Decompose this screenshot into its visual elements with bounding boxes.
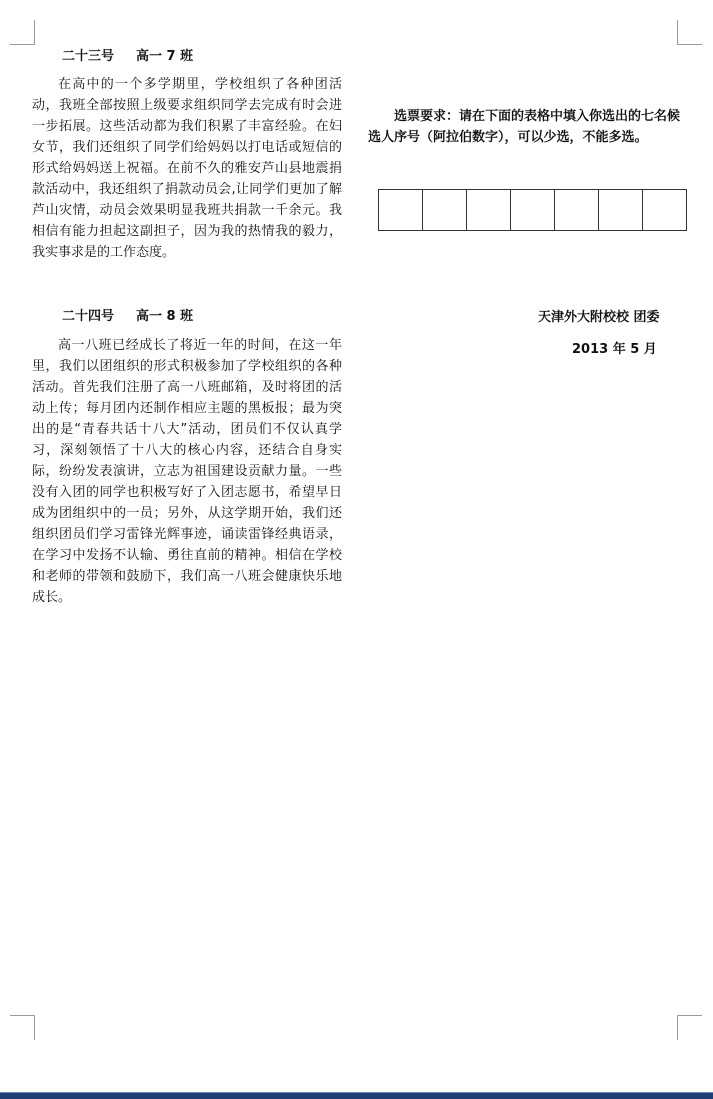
crop-mark-bottom-right [677,1015,702,1040]
ballot-box-3[interactable] [467,190,511,231]
organization-signature: 天津外大附校校 团委 [538,310,660,325]
candidate-23-statement: 在高中的一个多学期里，学校组织了各种团活动，我班全部按照上级要求组织同学去完成有时会进一步拓展。这些活动都为我们积累了丰富经验。在妇女节，我们还组织了同学们给妈妈以打电话或短信的形式给妈妈送上祝福。在前不久的雅安芦山县地震捐款活动中，我还组织了捐款动员会,让同学们更加了解芦山灾情，动员会效果明显我班共捐款一千余元。我相信有能力担起这副担子，因为我的热情我的毅力，我实事求是的工作态度。 [32,77,342,260]
candidate-23-class: 高一 7 班 [136,49,194,64]
candidate-23-heading [62,45,193,64]
crop-mark-top-left [10,20,35,45]
candidate-24-statement: 高一八班已经成长了将近一年的时间，在这一年里，我们以团组织的形式积极参加了学校组织的各种活动。首先我们注册了高一八班邮箱，及时将团的活动上传；每月团内还制作相应主题的黑板报；最为突出的是“青春共话十八大”活动，团员们不仅认真学习，深刻领悟了十八大的核心内容，还结合自身实际，纷纷发表演讲，立志为祖国建设贡献力量。一些没有入团的同学也积极写好了入团志愿书，希望早日成为团组织中的一员；另外，从这学期开始，我们还组织团员们学习雷锋光辉事迹，诵读雷锋经典语录，在学习中发扬不认输、勇往直前的精神。相信在学校和老师的带领和鼓励下，我们高一八班会健康快乐地成长。 [32,338,342,605]
candidate-24-number: 二十四号 [62,309,115,324]
voting-instructions: 选票要求：请在下面的表格中填入你选出的七名候选人序号（阿拉伯数字），可以少选，不能多选。 [368,109,681,145]
ballot-box-4[interactable] [511,190,555,231]
ballot-grid [378,189,687,231]
ballot-box-7[interactable] [643,190,687,231]
ballot-box-2[interactable] [423,190,467,231]
ballot-box-5[interactable] [555,190,599,231]
candidate-23-number: 二十三号 [62,49,115,64]
candidate-24-class: 高一 8 班 [136,309,194,324]
crop-mark-top-right [677,20,702,45]
issue-date: 2013 年 5 月 [572,342,657,357]
candidate-24-heading [62,305,193,324]
ballot-row [379,190,687,231]
crop-mark-bottom-left [10,1015,35,1040]
ballot-box-1[interactable] [379,190,423,231]
ballot-box-6[interactable] [599,190,643,231]
